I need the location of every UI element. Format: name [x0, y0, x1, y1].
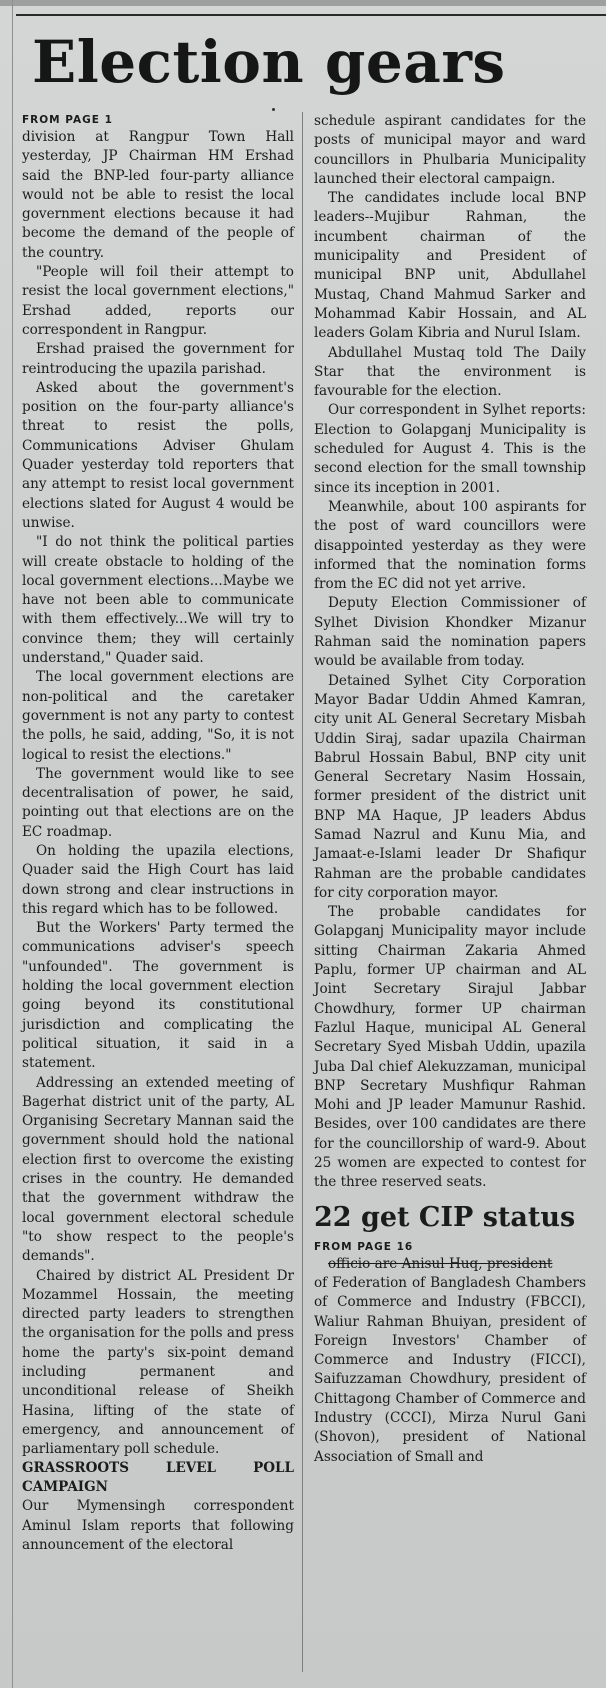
- second-kicker: FROM PAGE 16: [314, 1240, 414, 1253]
- paragraph: The probable candidates for Golapganj Municipality mayor include sitting Chairman Zakaria Ahmed Paplu, former UP chairman and AL Joint Secretary Sirajul Jabbar Chowdhury, former UP chairman Fazlul Haque, municipal AL General Secretary Syed Misbah Uddin, upazila Juba Dal chief Alekuzzaman, municipal BNP Secretary Mushfiqur Rahman Mohi and JP leader Mamunur Rashid. Besides, over 100 candidates are there for the councillorship of ward-9. About 25 women are expected to contest for the three reserved seats.: [314, 904, 586, 1191]
- paragraph: The candidates include local BNP leaders--Mujibur Rahman, the incumbent chairman of the municipality and President of municipal BNP unit, Abdullahel Mustaq, Chand Mahmud Sarker and Mohammad Kabir Hossain, and AL leaders Golam Kibria and Nurul Islam.: [314, 190, 586, 342]
- paragraph: schedule aspirant candidates for the posts of municipal mayor and ward councillors in Phulbaria Municipality launched their electoral campaign.: [314, 113, 586, 187]
- page-fold-edge: [12, 0, 13, 1688]
- struck-line: officio are Anisul Huq, president: [328, 1255, 553, 1272]
- paragraph: division at Rangpur Town Hall yesterday, JP Chairman HM Ershad said the BNP-led four-party alliance would not be able to resist the local government elections because it had become the demand of the people of the country.: [22, 129, 294, 261]
- paragraph: Asked about the government's position on the four-party alliance's threat to resist the polls, Communications Adviser Ghulam Quader yesterday told reporters that any attempt to resist local government elections slated for August 4 would be unwise.: [22, 379, 294, 531]
- column-divider: [302, 112, 303, 1672]
- top-rule: [16, 14, 606, 16]
- kicker: FROM PAGE 1: [22, 114, 113, 126]
- paragraph: Our correspondent in Sylhet reports: Election to Golapganj Municipality is scheduled for August 4. This is the second election for the small township since its inception in 2001.: [314, 402, 586, 496]
- headline: Election gears: [32, 28, 506, 96]
- paragraph: "People will foil their attempt to resist the local government elections," Ershad added, reports our correspondent in Rangpur.: [22, 264, 294, 338]
- right-column: [314, 112, 586, 1467]
- paragraph: Chaired by district AL President Dr Mozammel Hossain, the meeting directed party leaders to strengthen the organisation for the polls and press home the party's six-point demand including permanent and unconditional release of Sheikh Hasina, lifting of the state of emergency, and announcement of parliamentary poll schedule.: [22, 1267, 294, 1458]
- paragraph: Deputy Election Commissioner of Sylhet Division Khondker Mizanur Rahman said the nomination papers would be available from today.: [314, 595, 586, 670]
- top-edge: [0, 0, 606, 6]
- paragraph: Meanwhile, about 100 aspirants for the post of ward councillors were disappointed yesterday as they were informed that the nomination forms from the EC did not yet arrive.: [314, 498, 586, 593]
- paragraph: On holding the upazila elections, Quader said the High Court has laid down strong and clear instructions in this regard which has to be followed.: [22, 842, 294, 917]
- print-speck: [272, 108, 275, 111]
- paragraph: Ershad praised the government for reintroducing the upazila parishad.: [22, 341, 294, 377]
- second-headline: 22 get CIP status: [314, 1201, 576, 1233]
- paragraph: The government would like to see decentralisation of power, he said, pointing out that elections are on the EC roadmap.: [22, 765, 294, 840]
- left-column: [22, 112, 294, 1555]
- paragraph: But the Workers' Party termed the communications adviser's speech "unfounded". The government is holding the local government election going beyond its constitutional jurisdiction and complicating the political situation, it said in a statement.: [22, 920, 294, 1072]
- paragraph: of Federation of Bangladesh Chambers of Commerce and Industry (FBCCI), Waliur Rahman Bhuiyan, president of Foreign Investors' Chamber of Commerce and Industry (FICCI), Saifuzzaman Chowdhury, president of Chittagong Chamber of Commerce and Industry (CCCI), Mirza Nurul Gani (Shovon), president of National Association of Small and: [314, 1274, 586, 1465]
- paragraph: Abdullahel Mustaq told The Daily Star that the environment is favourable for the election.: [314, 344, 586, 400]
- paragraph: The local government elections are non-political and the caretaker government is not any party to contest the polls, he said, adding, "So, it is not logical to resist the elections.": [22, 669, 294, 763]
- subhead: GRASSROOTS LEVEL POLL CAMPAIGN: [22, 1460, 294, 1496]
- paragraph: Our Mymensingh correspondent Aminul Islam reports that following announcement of the electoral: [22, 1498, 294, 1554]
- paragraph: "I do not think the political parties will create obstacle to holding of the local government elections...Maybe we have not been able to communicate with them effectively...We will try to convince them; they will certainly understand," Quader said.: [22, 534, 294, 667]
- paragraph: Addressing an extended meeting of Bagerhat district unit of the party, AL Organising Secretary Mannan said the government should hold the national election first to overcome the existing crises in the country. He demanded that the government withdraw the local government electoral schedule "to show respect to the people's demands".: [22, 1074, 294, 1265]
- paragraph: Detained Sylhet City Corporation Mayor Badar Uddin Ahmed Kamran, city unit AL General Secretary Misbah Uddin Siraj, sadar upazila Chairman Babrul Hossain Babul, BNP city unit General Secretary Nasim Hossain, former president of the district unit BNP MA Haque, JP leaders Abdus Samad Nazrul and Kunu Mia, and Jamaat-e-Islami leader Dr Shafiqur Rahman are the probable candidates for city corporation mayor.: [314, 672, 586, 901]
